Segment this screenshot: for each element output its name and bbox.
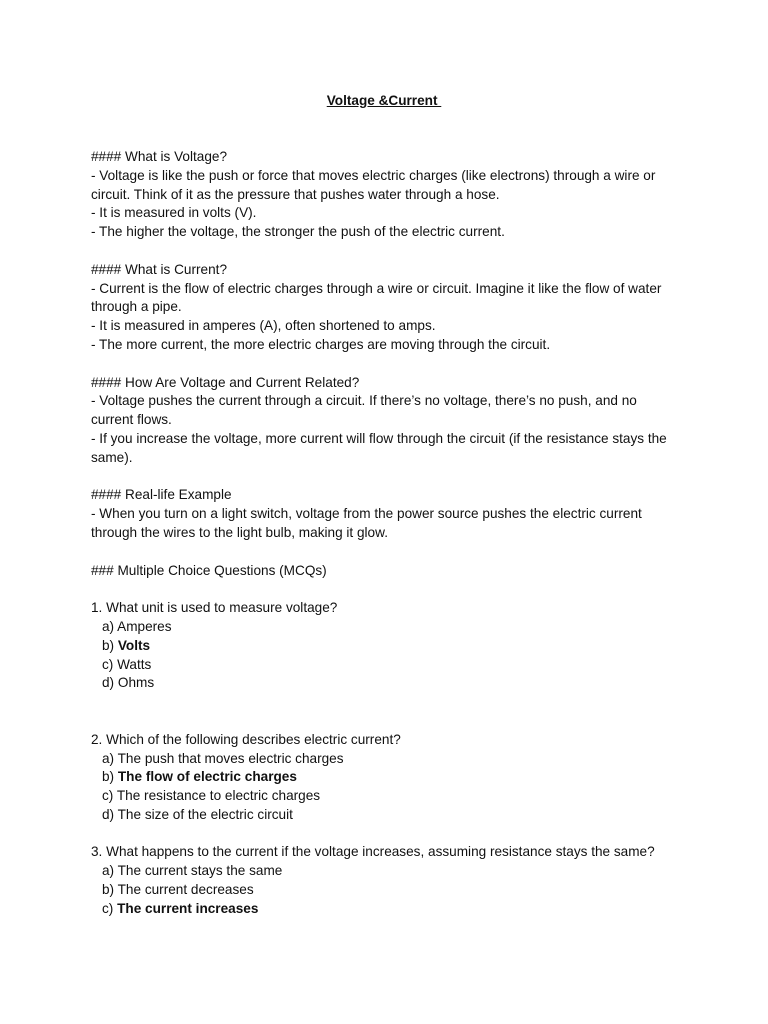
question-text: 2. Which of the following describes electric current? — [91, 731, 401, 747]
section-heading: #### What is Current? — [91, 261, 228, 277]
answer-option-correct: b) The flow of electric charges — [102, 769, 297, 785]
section-line: through a pipe. — [91, 299, 182, 315]
section-line: - Voltage pushes the current through a circuit. If there’s no voltage, there’s no push, and no — [91, 393, 637, 409]
answer-option-correct: b) Volts — [102, 637, 151, 653]
section-line: current flows. — [91, 412, 172, 428]
section-line: same). — [91, 449, 133, 465]
answer-option: c) Watts — [102, 656, 152, 672]
answer-option: a) The push that moves electric charges — [102, 750, 344, 766]
section-line: - The higher the voltage, the stronger the push of the electric current. — [91, 224, 505, 240]
section-heading: #### Real-life Example — [91, 487, 232, 503]
section-line: - It is measured in volts (V). — [91, 205, 257, 221]
section-line: - The more current, the more electric charges are moving through the circuit. — [91, 336, 551, 352]
answer-option: a) Amperes — [102, 618, 172, 634]
section-heading: #### How Are Voltage and Current Related? — [91, 374, 360, 390]
section-line: circuit. Think of it as the pressure that pushes water through a hose. — [91, 186, 500, 202]
answer-option: a) The current stays the same — [102, 863, 283, 879]
answer-option-correct: c) The current increases — [102, 900, 259, 916]
answer-option: b) The current decreases — [102, 882, 254, 898]
section-line: - It is measured in amperes (A), often shortened to amps. — [91, 318, 436, 334]
section-line: - Voltage is like the push or force that moves electric charges (like electrons) through a wire or — [91, 167, 656, 183]
question-text: 1. What unit is used to measure voltage? — [91, 600, 338, 616]
answer-option: d) The size of the electric circuit — [102, 806, 293, 822]
mcq-heading: ### Multiple Choice Questions (MCQs) — [91, 562, 327, 578]
section-line: - If you increase the voltage, more current will flow through the circuit (if the resistance stays the — [91, 430, 667, 446]
document-body — [91, 148, 691, 919]
section-line: - Current is the flow of electric charges through a wire or circuit. Imagine it like the flow of water — [91, 280, 662, 296]
question-text: 3. What happens to the current if the voltage increases, assuming resistance stays the same? — [91, 844, 655, 860]
answer-option: d) Ohms — [102, 675, 155, 691]
section-heading: #### What is Voltage? — [91, 149, 228, 164]
document-title: Voltage &Current — [326, 93, 442, 108]
answer-option: c) The resistance to electric charges — [102, 788, 321, 804]
section-line: - When you turn on a light switch, voltage from the power source pushes the electric current — [91, 506, 642, 522]
section-line: through the wires to the light bulb, making it glow. — [91, 524, 388, 540]
